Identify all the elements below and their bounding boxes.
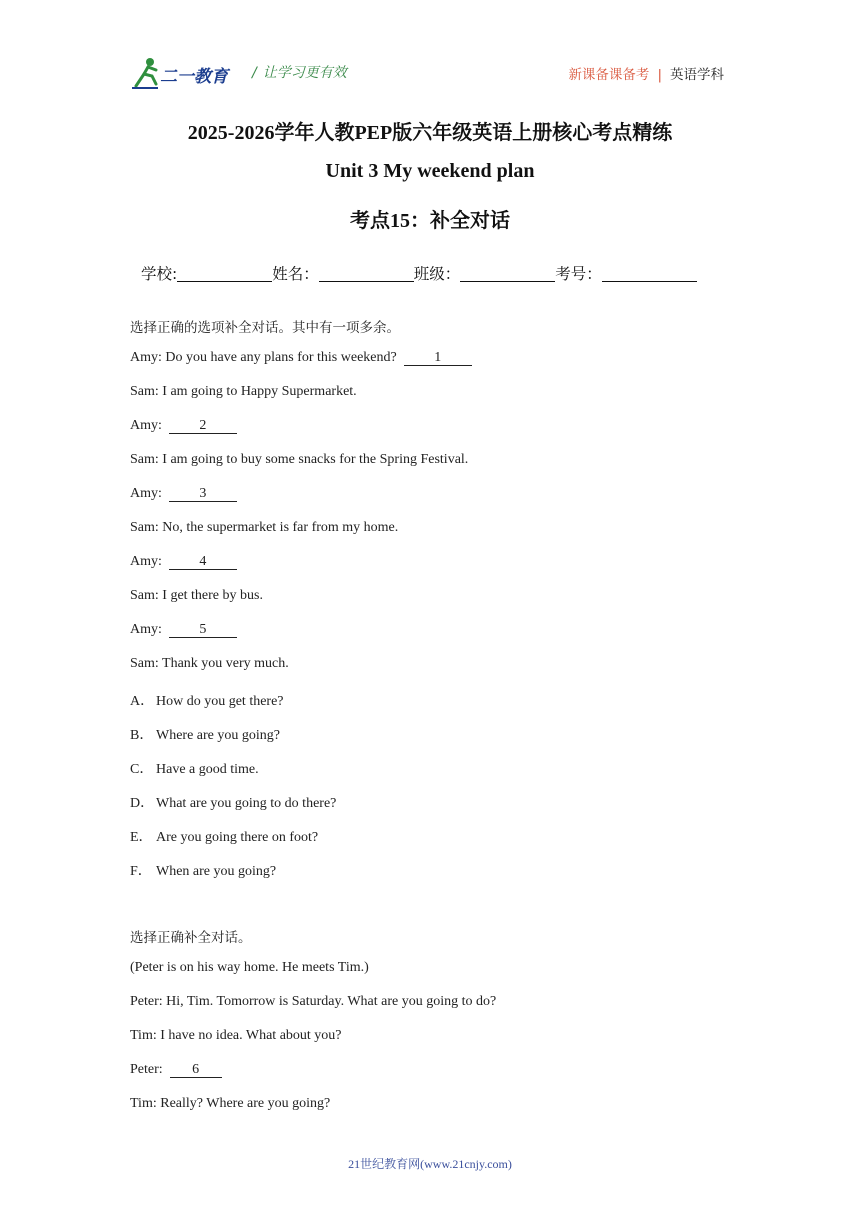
answer-blank-5[interactable]: 5 [169,623,237,638]
option-a[interactable]: A． How do you get there? [130,694,284,709]
dialog-line: Tim: I have no idea. What about you? [130,1028,342,1043]
main-title: 2025-2026学年人教PEP版六年级英语上册核心考点精练 [187,122,673,144]
section2-instruction: 选择正确补全对话。 [130,930,252,946]
dialog-line: Amy: 5 [130,622,237,638]
answer-blank-1[interactable]: 1 [404,351,472,366]
dialog-line: Amy: 2 [130,418,237,434]
name-blank[interactable] [319,264,414,282]
section1-instruction: 选择正确的选项补全对话。其中有一项多余。 [130,320,400,336]
option-c[interactable]: C． Have a good time. [130,762,259,777]
dialog-line: Sam: I get there by bus. [130,588,263,603]
answer-blank-3[interactable]: 3 [169,487,237,502]
unit-title: Unit 3 My weekend plan [325,160,535,182]
page-header [130,56,724,90]
dialog-line: Sam: No, the supermarket is far from my home. [130,520,399,535]
answer-blank-4[interactable]: 4 [169,555,237,570]
slogan: / 让学习更有效 [252,65,347,81]
dialog-line: Amy: Do you have any plans for this weekend? 1 [130,350,472,366]
dialog-line: Peter: Hi, Tim. Tomorrow is Saturday. What are you going to do? [130,994,497,1009]
number-blank[interactable] [602,264,697,282]
dialog-line: Amy: 3 [130,486,237,502]
dialog-line: Tim: Really? Where are you going? [130,1096,331,1111]
dialog-line: Sam: I am going to Happy Supermarket. [130,384,357,399]
dialog-line: Amy: 4 [130,554,237,570]
logo [130,56,240,90]
header-course: 新课备课备考 [568,67,650,83]
school-label: 学校: [141,265,178,283]
header-right: 新课备课备考 | 英语学科 [568,67,724,83]
topic-title: 考点15：补全对话 [350,210,510,232]
page-footer: 21世纪教育网(www.21cnjy.com) [348,1157,512,1171]
class-blank[interactable] [460,264,555,282]
option-e[interactable]: E． Are you going there on foot? [130,830,319,845]
answer-blank-2[interactable]: 2 [169,419,237,434]
school-blank[interactable] [177,264,272,282]
option-d[interactable]: D． What are you going to do there? [130,796,337,811]
name-label: 姓名： [272,265,319,283]
answer-blank-6[interactable]: 6 [170,1063,222,1078]
dialog-line: Sam: I am going to buy some snacks for the Spring Festival. [130,452,469,467]
option-f[interactable]: F． When are you going? [130,864,277,879]
logo-text: 二一教育 [160,67,228,87]
header-subject: 英语学科 [670,67,724,83]
dialog-line: Peter: 6 [130,1062,222,1078]
option-b[interactable]: B． Where are you going? [130,728,280,743]
runner-logo-icon [130,56,160,90]
slogan-text: 让学习更有效 [262,65,347,81]
dialog-line: (Peter is on his way home. He meets Tim.) [130,960,369,975]
class-label: 班级： [413,265,461,283]
number-label: 考号： [555,265,602,283]
student-info [141,262,697,284]
dialog-line: Sam: Thank you very much. [130,656,289,671]
